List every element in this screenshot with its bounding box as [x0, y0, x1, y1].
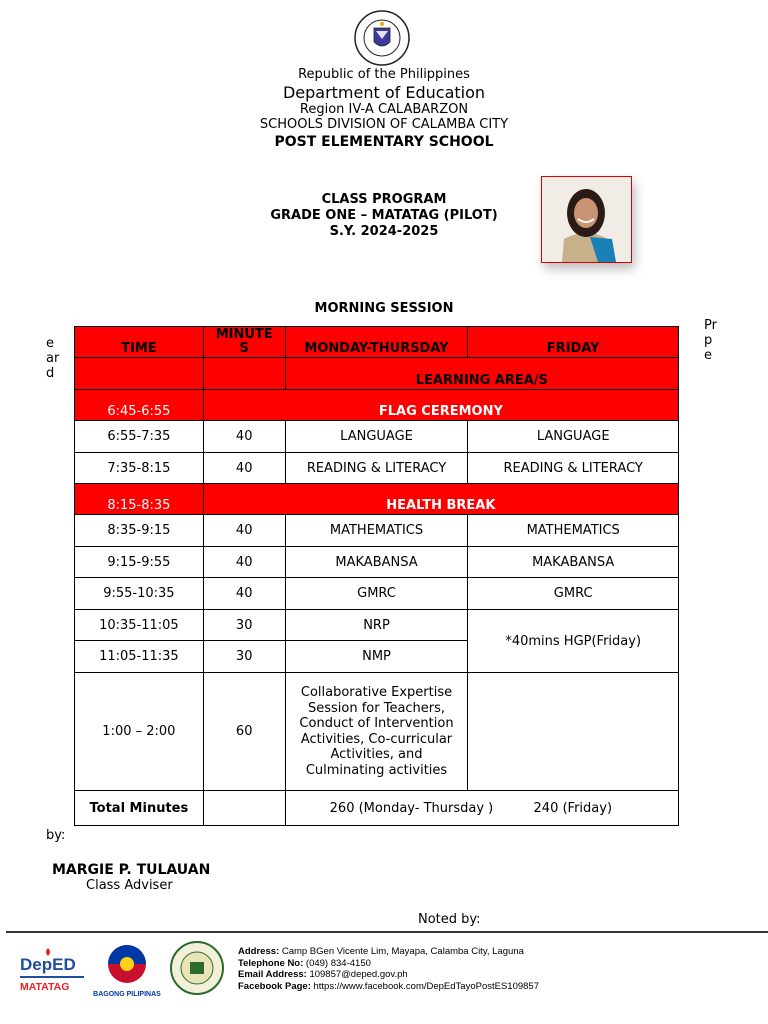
row-mon-thu: Collaborative Expertise Session for Teachers, Conduct of Intervention Activities, Co-curricular Activities, and Culminating activities [285, 673, 468, 791]
fragment-line: e [46, 336, 54, 351]
program-title: CLASS PROGRAM [321, 192, 447, 207]
header-minutes: MINUTE S [203, 327, 285, 358]
row-minutes: 30 [203, 641, 285, 673]
bagong-pilipinas-text: BAGONG PILIPINAS [93, 991, 161, 998]
table-row [75, 547, 679, 578]
total-friday: 240 (Friday) [533, 800, 613, 816]
facebook-label: Facebook Page: [238, 980, 311, 992]
adviser-photo [541, 176, 632, 263]
facebook-link[interactable]: https://www.facebook.com/DepEdTayoPostES109857 [313, 980, 539, 992]
row-friday: READING & LITERACY [468, 453, 679, 484]
row-mon-thu: MAKABANSA [285, 547, 468, 578]
health-label: HEALTH BREAK [203, 484, 678, 515]
fragment-line: p [704, 333, 713, 348]
hgp-friday-cell: *40mins HGP(Friday) [468, 610, 679, 673]
row-mon-thu: GMRC [285, 578, 468, 610]
row-time: 9:55-10:35 [75, 578, 204, 610]
health-time: 8:15-8:35 [75, 484, 204, 515]
deped-seal-logo [345, 8, 419, 68]
region-line: Region IV-A CALABARZON [299, 102, 469, 117]
table-row [75, 421, 679, 453]
table-header-row [75, 327, 679, 358]
row-time: 7:35-8:15 [75, 453, 204, 484]
total-values [285, 791, 678, 826]
noted-by-label: Noted by: [418, 912, 481, 927]
learning-area-row [75, 358, 679, 390]
row-minutes: 30 [203, 610, 285, 641]
row-mon-thu: READING & LITERACY [285, 453, 468, 484]
department-line: Department of Education [282, 83, 486, 102]
row-time: 9:15-9:55 [75, 547, 204, 578]
matatag-logo-text: MATATAG [20, 981, 70, 993]
division-line: SCHOOLS DIVISION OF CALAMBA CITY [259, 117, 509, 132]
row-minutes: 40 [203, 578, 285, 610]
table-row [75, 515, 679, 547]
row-minutes: 40 [203, 547, 285, 578]
row-friday: LANGUAGE [468, 421, 679, 453]
fragment-line: e [704, 348, 712, 363]
row-mon-thu: NMP [285, 641, 468, 673]
deped-matatag-logo [18, 946, 88, 996]
flag-label: FLAG CEREMONY [203, 390, 678, 421]
address-label: Address: [238, 946, 280, 957]
row-minutes: 40 [203, 421, 285, 453]
school-year: S.Y. 2024-2025 [329, 224, 439, 239]
school-seal-logo [166, 940, 228, 996]
fragment-line: d [46, 366, 55, 381]
header-friday: FRIDAY [468, 327, 679, 358]
row-friday: MAKABANSA [468, 547, 679, 578]
flag-ceremony-row [75, 390, 679, 421]
left-text-fragment [46, 336, 59, 381]
bagong-pilipinas-logo [92, 940, 162, 1000]
row-friday: GMRC [468, 578, 679, 610]
row-mon-thu: NRP [285, 610, 468, 641]
footer-divider [6, 931, 768, 933]
email-value[interactable]: 109857@deped.gov.ph [309, 969, 408, 980]
fragment-line: ar [46, 351, 60, 366]
row-minutes: 60 [203, 673, 285, 791]
total-row [75, 791, 679, 826]
session-label: MORNING SESSION [314, 301, 454, 316]
telephone-value: (049) 834-4150 [305, 957, 371, 969]
row-time: 6:55-7:35 [75, 421, 204, 453]
row-friday: MATHEMATICS [468, 515, 679, 547]
deped-logo-text: DepED [20, 955, 76, 974]
row-time: 1:00 – 2:00 [75, 673, 204, 791]
row-time: 10:35-11:05 [75, 610, 204, 641]
row-mon-thu: LANGUAGE [285, 421, 468, 453]
table-row [75, 610, 679, 641]
row-time: 8:35-9:15 [75, 515, 204, 547]
flag-time: 6:45-6:55 [75, 390, 204, 421]
telephone-label: Telephone No: [238, 957, 304, 969]
address-value: Camp BGen Vicente Lim, Mayapa, Calamba City, Laguna [281, 946, 524, 957]
contact-info [238, 946, 539, 992]
republic-line: Republic of the Philippines [298, 67, 470, 82]
fragment-line: Pr [704, 318, 717, 333]
school-name: POST ELEMENTARY SCHOOL [274, 134, 494, 150]
health-break-row [75, 484, 679, 515]
right-text-fragment [704, 318, 717, 363]
grade-title: GRADE ONE – MATATAG (PILOT) [270, 208, 498, 223]
header-time: TIME [75, 327, 204, 358]
row-minutes: 40 [203, 515, 285, 547]
prepared-by-fragment: by: [46, 828, 66, 843]
total-label: Total Minutes [75, 791, 204, 826]
class-program-table [74, 326, 679, 826]
table-row [75, 673, 679, 791]
header-mon-thu: MONDAY-THURSDAY [285, 327, 468, 358]
learning-area-label: LEARNING AREA/S [285, 358, 678, 390]
row-time: 11:05-11:35 [75, 641, 204, 673]
table-row [75, 578, 679, 610]
adviser-role: Class Adviser [86, 878, 173, 893]
row-mon-thu: MATHEMATICS [285, 515, 468, 547]
email-label: Email Address: [238, 969, 307, 980]
table-row [75, 453, 679, 484]
adviser-name: MARGIE P. TULAUAN [52, 862, 211, 878]
row-minutes: 40 [203, 453, 285, 484]
total-mon-thu: 260 (Monday- Thursday ) [329, 800, 494, 816]
